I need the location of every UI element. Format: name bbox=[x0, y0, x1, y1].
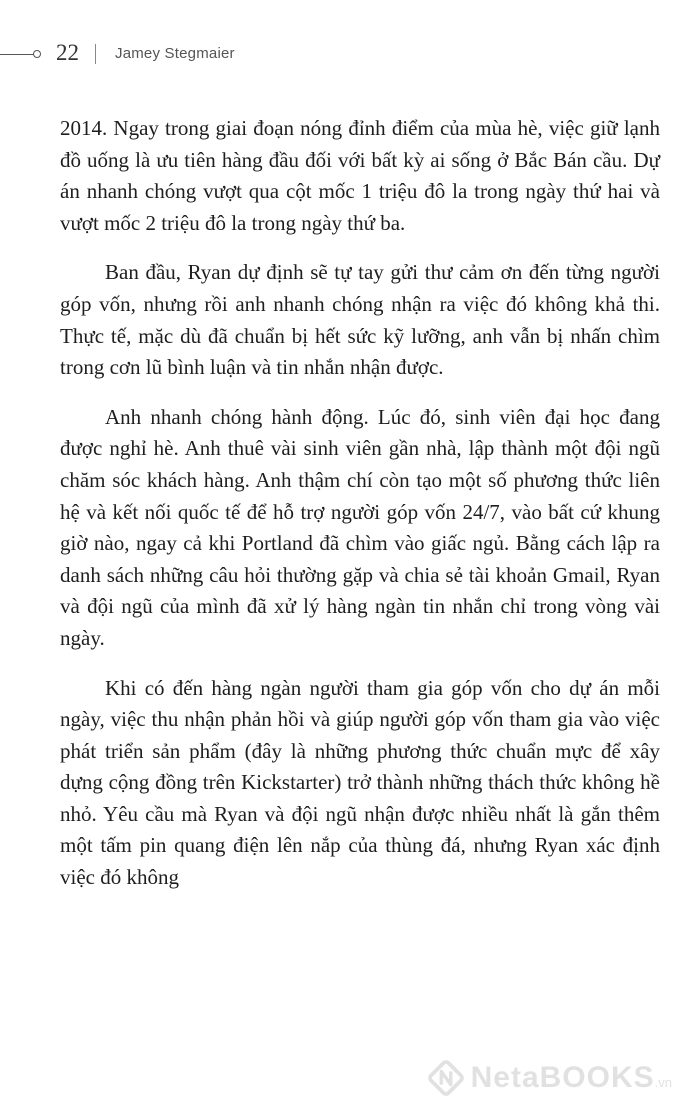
header-separator bbox=[95, 44, 96, 64]
watermark-logo-icon bbox=[427, 1059, 465, 1097]
paragraph-1: 2014. Ngay trong giai đoạn nóng đỉnh điểm của mùa hè, việc giữ lạnh đồ uống là ưu tiên hàng đầu đối với bất kỳ ai sống ở Bắc Bán cầu. Dự án nhanh chóng vượt qua cột mốc 1 triệu đô la trong ngày thứ hai và vượt mốc 2 triệu đô la trong ngày thứ ba. bbox=[60, 116, 660, 235]
watermark-suffix: .vn bbox=[654, 1075, 672, 1090]
header-ornament-circle bbox=[33, 50, 41, 58]
page-number: 22 bbox=[56, 40, 79, 65]
header-rule bbox=[0, 54, 34, 55]
paragraph-2: Ban đầu, Ryan dự định sẽ tự tay gửi thư cảm ơn đến từng người góp vốn, nhưng rồi anh nhanh chóng nhận ra việc đó không khả thi. Thực tế, mặc dù đã chuẩn bị hết sức kỹ lưỡng, anh vẫn bị nhấn chìm trong cơn lũ bình luận và tin nhắn nhận được. bbox=[60, 260, 660, 380]
paragraph-3: Anh nhanh chóng hành động. Lúc đó, sinh viên đại học đang được nghỉ hè. Anh thuê vài sinh viên gần nhà, lập thành một đội ngũ chăm sóc khách hàng. Anh thậm chí còn tạo một số phương thức liên hệ và kết nối quốc tế để hỗ trợ người góp vốn 24/7, vào bất cứ khung giờ nào, ngay cả khi Portland đã chìm vào giấc ngủ. Bằng cách lập ra danh sách những câu hỏi thường gặp và chia sẻ tài khoản Gmail, Ryan và đội ngũ của mình đã xử lý hàng ngàn tin nhắn chỉ trong vòng vài ngày. bbox=[60, 404, 660, 650]
body-text bbox=[60, 113, 660, 912]
author-name: Jamey Stegmaier bbox=[115, 45, 235, 62]
paragraph-4: Khi có đến hàng ngàn người tham gia góp vốn cho dự án mỗi ngày, việc thu nhận phản hồi và giúp người góp vốn tham gia vào việc phát triển sản phẩm (đây là những phương thức chuẩn mực để xây dựng cộng đồng trên Kickstarter) trở thành những thách thức không hề nhỏ. Yêu cầu mà Ryan và đội ngũ nhận được nhiều nhất là gắn thêm một tấm pin quang điện lên nắp của thùng đá, nhưng Ryan xác định việc đó không bbox=[60, 675, 660, 890]
watermark-brand: NetaBOOKS bbox=[470, 1061, 655, 1094]
running-header bbox=[0, 36, 700, 72]
watermark bbox=[427, 1058, 672, 1098]
